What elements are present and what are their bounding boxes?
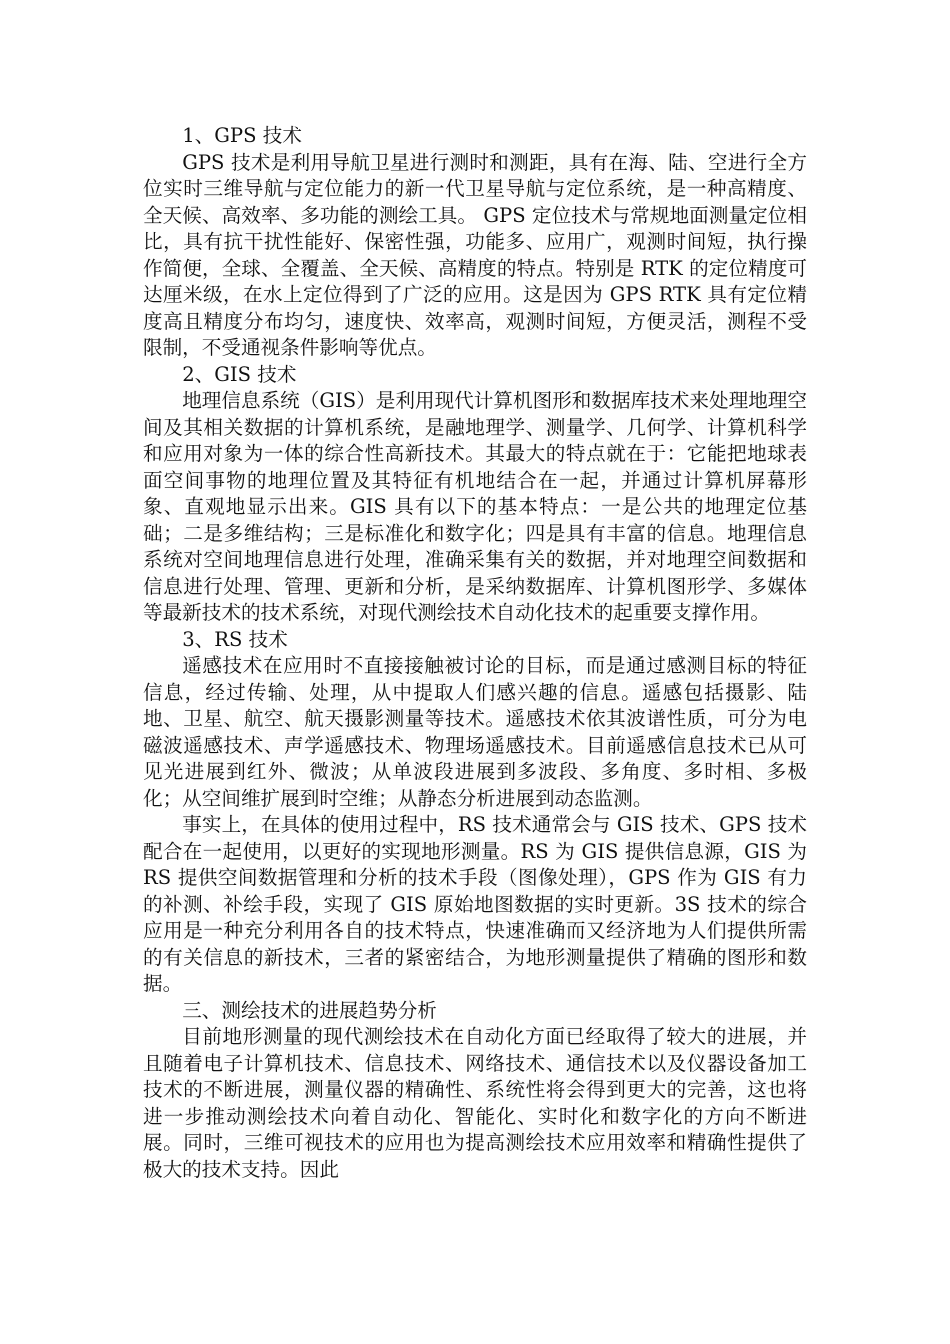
paragraph-gis: 地理信息系统（GIS）是利用现代计算机图形和数据库技术来处理地理空间及其相关数据的计算机系统，是融地理学、测量学、几何学、计算机科学和应用对象为一体的综合性高新技术。其最大的特点就在于：它能把地球表面空间事物的地理位置及其特征有机地结合在一起，并通过计算机屏幕形象、直观地显示出来。GIS 具有以下的基本特点：一是公共的地理定位基础；二是多维结构；三是标准化和数字化；四是具有丰富的信息。地理信息系统对空间地理信息进行处理，准确采集有关的数据，并对地理空间数据和信息进行处理、管理、更新和分析，是采纳数据库、计算机图形学、多媒体等最新技术的技术系统，对现代测绘技术自动化技术的起重要支撑作用。 — [143, 389, 807, 624]
paragraph-trends: 目前地形测量的现代测绘技术在自动化方面已经取得了较大的进展，并且随着电子计算机技术、信息技术、网络技术、通信技术以及仪器设备加工技术的不断进展，测量仪器的精确性、系统性将会得到更大的完善，这也将进一步推动测绘技术向着自动化、智能化、实时化和数字化的方向不断进展。同时，三维可视技术的应用也为提高测绘技术应用效率和精确性提供了极大的技术支持。因此 — [143, 1025, 807, 1181]
paragraph-3s-integration: 事实上，在具体的使用过程中，RS 技术通常会与 GIS 技术、GPS 技术配合在一起使用，以更好的实现地形测量。RS 为 GIS 提供信息源，GIS 为 RS 提供空间数据管理和分析的技术手段（图像处理），GPS 作为 GIS 有力的补测、补绘手段，实现了 GIS 原始地图数据的实时更新。3S 技术的综合应用是一种充分利用各自的技术特点，快速准确而又经济地为人们提供所需的有关信息的新技术，三者的紧密结合，为地形测量提供了精确的图形和数据。 — [143, 813, 807, 995]
section-heading-trends: 三、测绘技术的进展趋势分析 — [182, 998, 437, 1022]
document-page — [143, 123, 807, 1183]
section-heading-rs: 3、RS 技术 — [182, 627, 288, 651]
paragraph-gps: GPS 技术是利用导航卫星进行测时和测距，具有在海、陆、空进行全方位实时三维导航与定位能力的新一代卫星导航与定位系统，是一种高精度、全天候、高效率、多功能的测绘工具。 GPS 定位技术与常规地面测量定位相比，具有抗干扰性能好、保密性强，功能多、应用广，观测时间短，执行操作简便，全球、全覆盖、全天候、高精度的特点。特别是 RTK 的定位精度可达厘米级，在水上定位得到了广泛的应用。这是因为 GPS RTK 具有定位精度高且精度分布均匀，速度快、效率高，观测时间短，方便灵活，测程不受限制，不受通视条件影响等优点。 — [143, 150, 807, 359]
paragraph-rs: 遥感技术在应用时不直接接触被讨论的目标，而是通过感测目标的特征信息，经过传输、处理，从中提取人们感兴趣的信息。遥感包括摄影、陆地、卫星、航空、航天摄影测量等技术。遥感技术依其波谱性质，可分为电磁波遥感技术、声学遥感技术、物理场遥感技术。目前遥感信息技术已从可见光进展到红外、微波；从单波段进展到多波段、多角度、多时相、多极化；从空间维扩展到时空维；从静态分析进展到动态监测。 — [143, 654, 807, 810]
section-heading-gis: 2、GIS 技术 — [182, 362, 297, 386]
section-heading-gps: 1、GPS 技术 — [182, 124, 302, 147]
